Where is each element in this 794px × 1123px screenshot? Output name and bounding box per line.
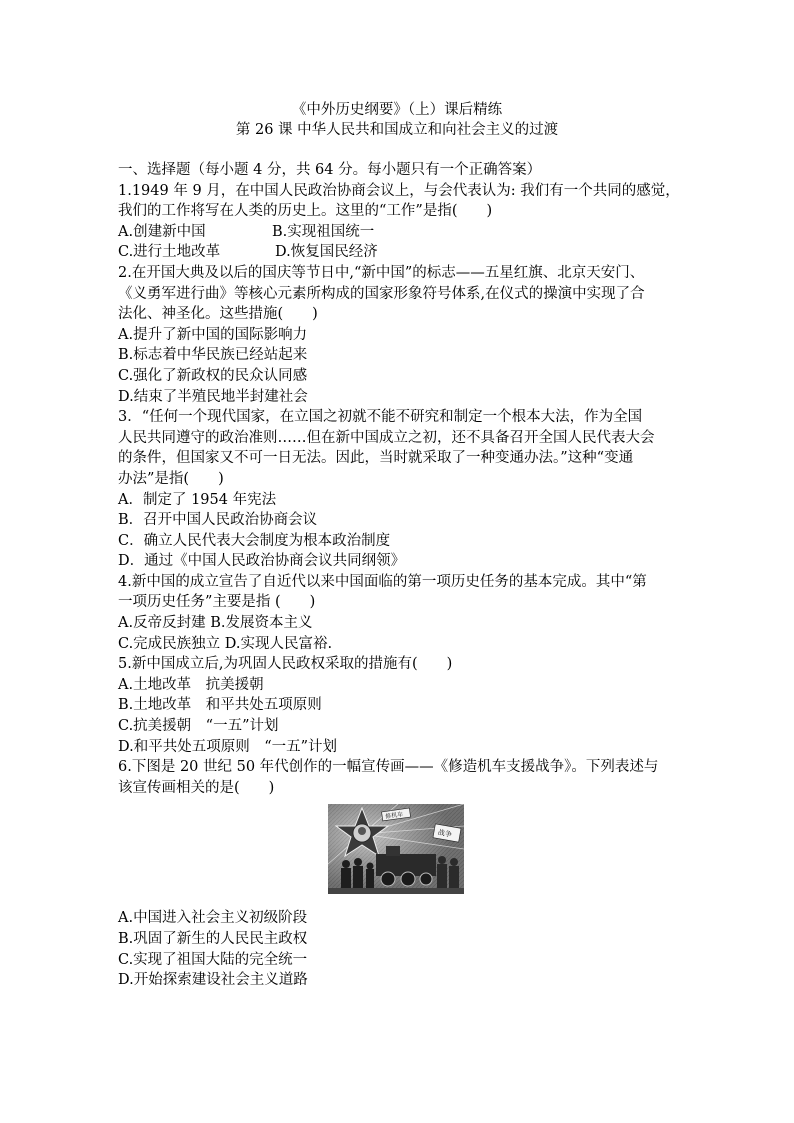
option-d: D.恢复国民经济 (275, 244, 378, 261)
option-row: A.反帝反封建 B.发展资本主义 (118, 615, 313, 632)
question-stem-line: 该宣传画相关的是( ) (118, 779, 275, 796)
option-b: B.标志着中华民族已经站起来 (118, 347, 308, 364)
option-c: C.强化了新政权的民众认同感 (118, 367, 308, 384)
option-d: D.和平共处五项原则 “一五”计划 (118, 738, 338, 755)
option-d: D.开始探索建设社会主义道路 (118, 972, 308, 989)
option-d: D.结束了半殖民地半封建社会 (118, 388, 308, 405)
question-4 (118, 572, 678, 654)
option-row: C.完成民族独立 D.实现人民富裕. (118, 635, 333, 652)
question-stem-line: 4.新中国的成立宣告了自近代以来中国面临的第一项历史任务的基本完成。其中“第 (118, 573, 647, 590)
option-a: A.提升了新中国的国际影响力 (118, 326, 308, 343)
question-stem-line: 的条件，但国家又不可一日无法。因此，当时就采取了一种变通办法。”这种“变通 (118, 450, 634, 467)
question-list (118, 160, 678, 991)
question-2 (118, 263, 678, 407)
question-stem-line: 人民共同遵守的政治准则……但在新中国成立之初，还不具备召开全国人民代表大会 (118, 429, 655, 446)
question-stem-line: 法化、神圣化。这些措施( ) (118, 306, 318, 323)
option-row (118, 222, 678, 243)
document-title: 《中外历史纲要》（上）课后精练 (291, 102, 503, 118)
question-stem-line: 办法”是指( ) (118, 470, 224, 487)
title-block (0, 100, 794, 140)
option-b: B.实现祖国统一 (272, 223, 375, 240)
option-a: A.中国进入社会主义初级阶段 (118, 910, 308, 927)
option-c: C.实现了祖国大陆的完全统一 (118, 951, 308, 968)
question-stem-line: 3．“任何一个现代国家，在立国之初就不能不研究和制定一个根本大法，作为全国 (118, 409, 643, 426)
question-stem-line: 《义勇军进行曲》等核心元素所构成的国家形象符号体系,在仪式的操演中实现了合 (118, 285, 645, 302)
option-row (118, 242, 678, 263)
section-heading: 一、选择题（每小题 4 分，共 64 分。每小题只有一个正确答案） (118, 162, 542, 178)
poster-banner-text: 修机车 (384, 811, 404, 821)
option-c: C.抗美援朝 “一五”计划 (118, 718, 279, 735)
lesson-title: 第 26 课 中华人民共和国成立和向社会主义的过渡 (235, 122, 559, 138)
question-stem-line: 我们的工作将写在人类的历史上。这里的“工作”是指( ) (118, 203, 493, 220)
option-a: A．制定了 1954 年宪法 (118, 491, 277, 508)
option-d: D．通过《中国人民政治协商会议共同纲领》 (118, 553, 406, 570)
option-a: A.土地改革 抗美援朝 (118, 676, 264, 693)
question-5 (118, 654, 678, 757)
option-b: B．召开中国人民政治协商会议 (118, 512, 318, 529)
question-6 (118, 757, 678, 991)
question-stem-line: 5.新中国成立后,为巩固人民政权采取的措施有( ) (118, 656, 453, 673)
question-stem-line: 2.在开国大典及以后的国庆等节日中,“新中国”的标志——五星红旗、北京天安门、 (118, 264, 645, 281)
figure-container (118, 804, 678, 906)
option-b: B.巩固了新生的人民民主政权 (118, 931, 308, 947)
question-3 (118, 407, 678, 572)
question-stem-line: 6.下图是 20 世纪 50 年代创作的一幅宣传画——《修造机车支援战争》。下列表述与 (118, 759, 659, 776)
option-c: C.进行土地改革 (118, 244, 221, 261)
question-1 (118, 181, 678, 263)
question-stem-line: 1.1949 年 9 月，在中国人民政治协商会议上，与会代表认为: 我们有一个共同的感觉， (118, 182, 680, 199)
option-c: C．确立人民代表大会制度为根本政治制度 (118, 532, 391, 549)
option-b: B.土地改革 和平共处五项原则 (118, 697, 322, 714)
propaganda-poster-image (328, 804, 464, 894)
question-stem-line: 一项历史任务”主要是指 ( ) (118, 594, 316, 611)
option-a: A.创建新中国 (118, 223, 206, 240)
poster-flag-text: 战争 (437, 828, 453, 840)
